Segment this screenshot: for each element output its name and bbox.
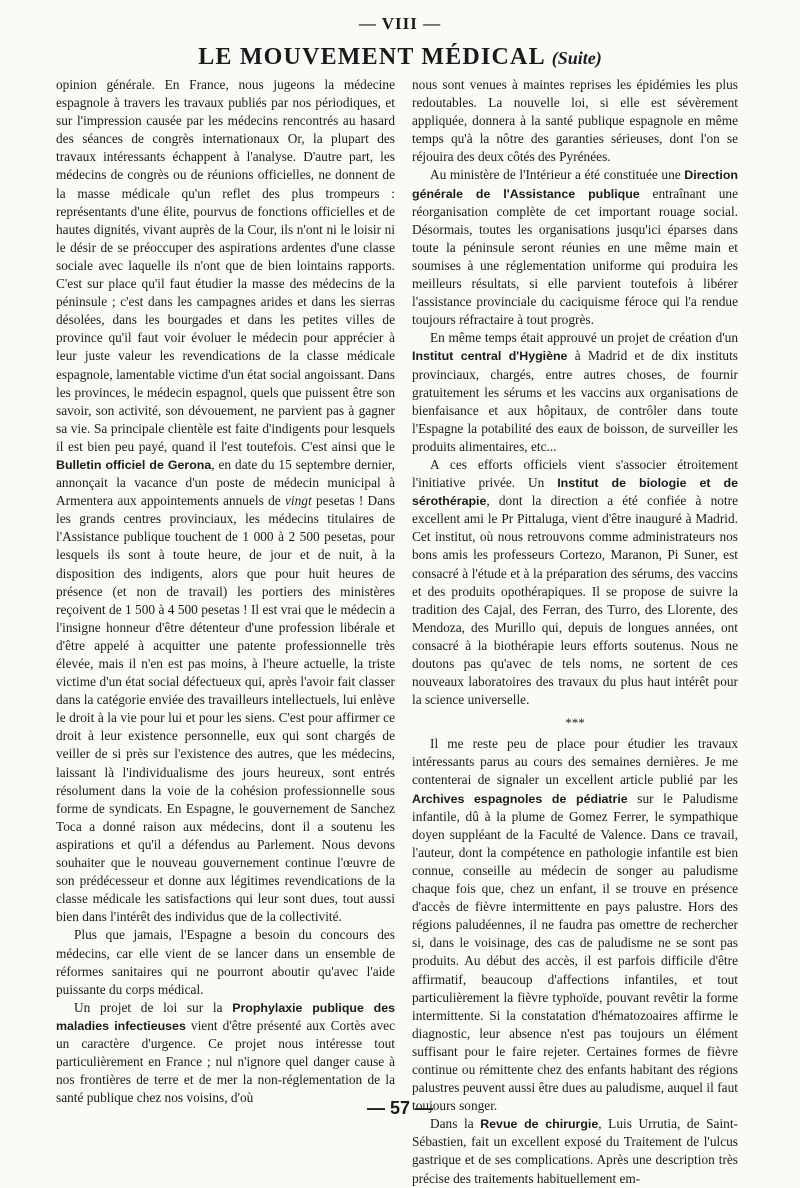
archives-pediatrie: Archives espagnoles de pédiatrie (412, 791, 628, 806)
left-column (56, 76, 396, 1106)
title-suffix: (Suite) (551, 48, 602, 68)
paragraph: opinion générale. En France, nous jugeons la médecine espagnole à travers les travaux publiés par nos périodiques, et sur l'impression causée par les médecins rencontrés au hasard des séances de congrès internationaux Or, la plupart des travaux intéressants échappent à l'analyse. D'autre part, les médecins de congrès ou de réunions officielles, ne donnent de la masse médicale qu'un reflet des plus trompeurs : représentants d'une élite, pourvus de fonctions officielles et de hautes dignités, vivant auprès de la Cour, ils n'ont ni le loisir ni le désir de se préoccuper des aspirations ardentes d'une classe sociale avec laquelle ils n'ont que de bien lointains rapports. C'est sur place qu'il faut étudier la masse des médecins de la péninsule ; c'est dans les campagnes arides et dans les sierras désolées, dans les bourgades et dans les petites villes de province qu'il faut voir évoluer le médecin pour apprécier à leur juste valeur les revendications de la classe médicale espagnole, lamentable victime d'un état social angoissant. Dans les provinces, le médecin espagnol, quels que puissent être son savoir, son activité, son dévouement, ne parvient pas à gagner sa vie. Sa principale clientèle est faite d'indigents pour lesquels il est bien peu payé, quand il l'est toutefois. C'est ainsi que le Bulletin officiel de Gerona, en date du 15 septembre dernier, annonçait la vacance d'un poste de médecin municipal à Armentera aux appointements annuels de vingt pesetas ! Dans les grands centres provinciaux, les médecins titulaires de l'Assistance publique touchent de 1 000 à 2 500 pesetas, pour lesquels ils sont à toute heure, de jour et de nuit, à la disposition des indigents, alors que pour huit heures de présence (et non de travail) les portiers des ministères reçoivent de 1 500 à 4 500 pesetas ! Il est vrai que le médecin a l'insigne honneur d'être détenteur d'une profession libérale et d'être appelé à acquitter une patente professionnelle très élevée, mais il n'en est pas moins, à l'heure actuelle, la triste victime d'un état social défectueux qui, après l'avoir fait classer dans la catégorie enviée des travailleurs intellectuels, lui enlève le droit à la vie pour lui et pour les siens. C'est pour affirmer ce droit à leur existence personnelle, eux qui sont chargés de veiller de si près sur l'existence des autres, que les médecins, laissant là l'individualisme des jours heureux, sont entrés résolument dans la voie de la cohésion professionnelle sous forme de syndicats. En Espagne, le gouvernement de Sanchez Toca a donné raison aux médecins, dont il a soutenu les aspirations et qu'il a défendus au Parlement. Nous devons souhaiter que le nouveau gouvernement continue l'œuvre de son prédécesseur et donne aux légitimes revendications de la classe médicale les satisfactions qui leur sont dues, tout aussi bien dans l'intérêt des individus que de la collectivité. (56, 77, 396, 925)
paragraph: A ces efforts officiels vient s'associer étroitement l'initiative privée. Un Institut de biologie et de sérothérapie, dont la direction a été confiée à notre excellent ami le Pr Pittaluga, vient d'être inauguré à Madrid. Cet institut, où nous retrouvons comme administrateurs nos bons amis les professeurs Cortezo, Maranon, Pi Suner, est consacré à l'étude et à la préparation des sérums, des vaccins et des produits opothérapiques. Il se propose de suivre la tradition des Cajal, des Ferran, des Turro, des Llorente, des Mendoza, des Murillo qui, depuis de longues années, ont consacré à la biothérapie leurs efforts soutenus. Nous ne doutons pas qu'avec de tels noms, ne sortent de ces nouveaux laboratoires des travaux du plus haut intérêt pour la science universelle. (412, 456, 738, 708)
paragraph: Dans la Revue de chirurgie, Luis Urrutia, de Saint-Sébastien, fait un excellent exposé du Traitement de l'ulcus gastrique et de ses complications. Après une description très précise des traitements habituellement em- (412, 1116, 738, 1186)
paragraph: Un projet de loi sur la Prophylaxie publique des maladies infectieuses vient d'être présenté aux Cortès avec un caractère d'urgence. Ce projet nous intéresse tout particulièrement en France ; nul n'ignore quel danger cause à nos frontières de terre et de mer la non-réglementation de la santé publique chez nos voisins, d'où (56, 999, 395, 1106)
section-separator: *** (565, 715, 585, 731)
paragraph: Il me reste peu de place pour étudier les travaux intéressants parus au cours des semaines dernières. Je me contenterai de signaler un excellent article publié par les Archives espagnoles de pédiatrie sur le Paludisme infantile, dû à la plume de Gomez Ferrer, le sympathique doyen suppléant de la Faculté de Valence. Dans ce travail, l'auteur, dont la compétence en pathologie infantile est bien connue, conseille au médecin de songer au paludisme chaque fois que, chez un enfant, il se trouve en présence d'accès de fièvre intermittente en pays palustre. Hors des régions paludéennes, il ne faudra pas omettre de rechercher si, dans le voisinage, des cas de paludisme ne se sont pas produits. Au début des accès, il est parfois difficile d'être affirmatif, beaucoup d'affections infantiles, et tout particulièrement la fièvre typhoïde, pouvant revêtir la forme intermittente. Si la constatation d'hématozoaires affirme le diagnostic, leur absence n'est pas toujours un élément suffisant pour le faire rejeter. Certaines formes de fièvre continue ou rémittente chez des enfants habitant des régions palustres peuvent aussi être dues au paludisme, auquel il faut toujours songer. (412, 736, 738, 1114)
right-column (412, 76, 738, 1186)
page-number-roman: — VIII — (358, 14, 442, 33)
paragraph: En même temps était approuvé un projet de création d'un Institut central d'Hygiène à Madrid et de dix instituts provinciaux, chargés, entre autres choses, de fournir gratuitement les sérums et les vaccins aux organisations de bienfaisance et aux hôpitaux, de contrôler dans toute l'Espagne la potabilité des eaux de boisson, de surveiller les produits alimentaires, etc... (412, 330, 738, 454)
paragraph: Plus que jamais, l'Espagne a besoin du concours des médecins, car elle vient de se lancer dans un ensemble de réformes sanitaires qui ne pourront aboutir qu'avec l'aide puissante du corps médical. (56, 927, 395, 997)
revue-chirurgie: Revue de chirurgie (480, 1117, 599, 1132)
page-title (0, 44, 800, 71)
prophylaxie-title: Prophylaxie publique des maladies infectieuses (56, 1000, 395, 1033)
paragraph: nous sont venues à maintes reprises les épidémies les plus redoutables. La nouvelle loi, si elle est sévèrement appliquée, donnera à la santé publique espagnole en même temps qu'à la nôtre des garanties sérieuses, dont l'on se réjouira des deux côtés des Pyrénées. (412, 77, 738, 165)
institut-hygiene: Institut central d'Hygiène (412, 349, 568, 364)
direction-generale: Direction générale de l'Assistance publique (412, 168, 738, 201)
institut-biologie: Institut de biologie et de sérothérapie (412, 476, 738, 509)
page-number: — 57 — (366, 1098, 434, 1118)
bulletin-gerona: Bulletin officiel de Gerona (56, 457, 212, 472)
paragraph: Au ministère de l'Intérieur a été constituée une Direction générale de l'Assistance publique entraînant une réorganisation complète de cet important rouage social. Désormais, toutes les organisations jusqu'ici éparses dans toute la péninsule seront réunies en une même main et soumises à une réglementation uniforme qui produira les meilleurs résultats, si elle parvient toutefois à libérer l'assistance provinciale du caciquisme féroce qui l'a rendue toujours réfractaire à tout progrès. (412, 167, 738, 328)
title-main: LE MOUVEMENT MÉDICAL (198, 44, 546, 70)
